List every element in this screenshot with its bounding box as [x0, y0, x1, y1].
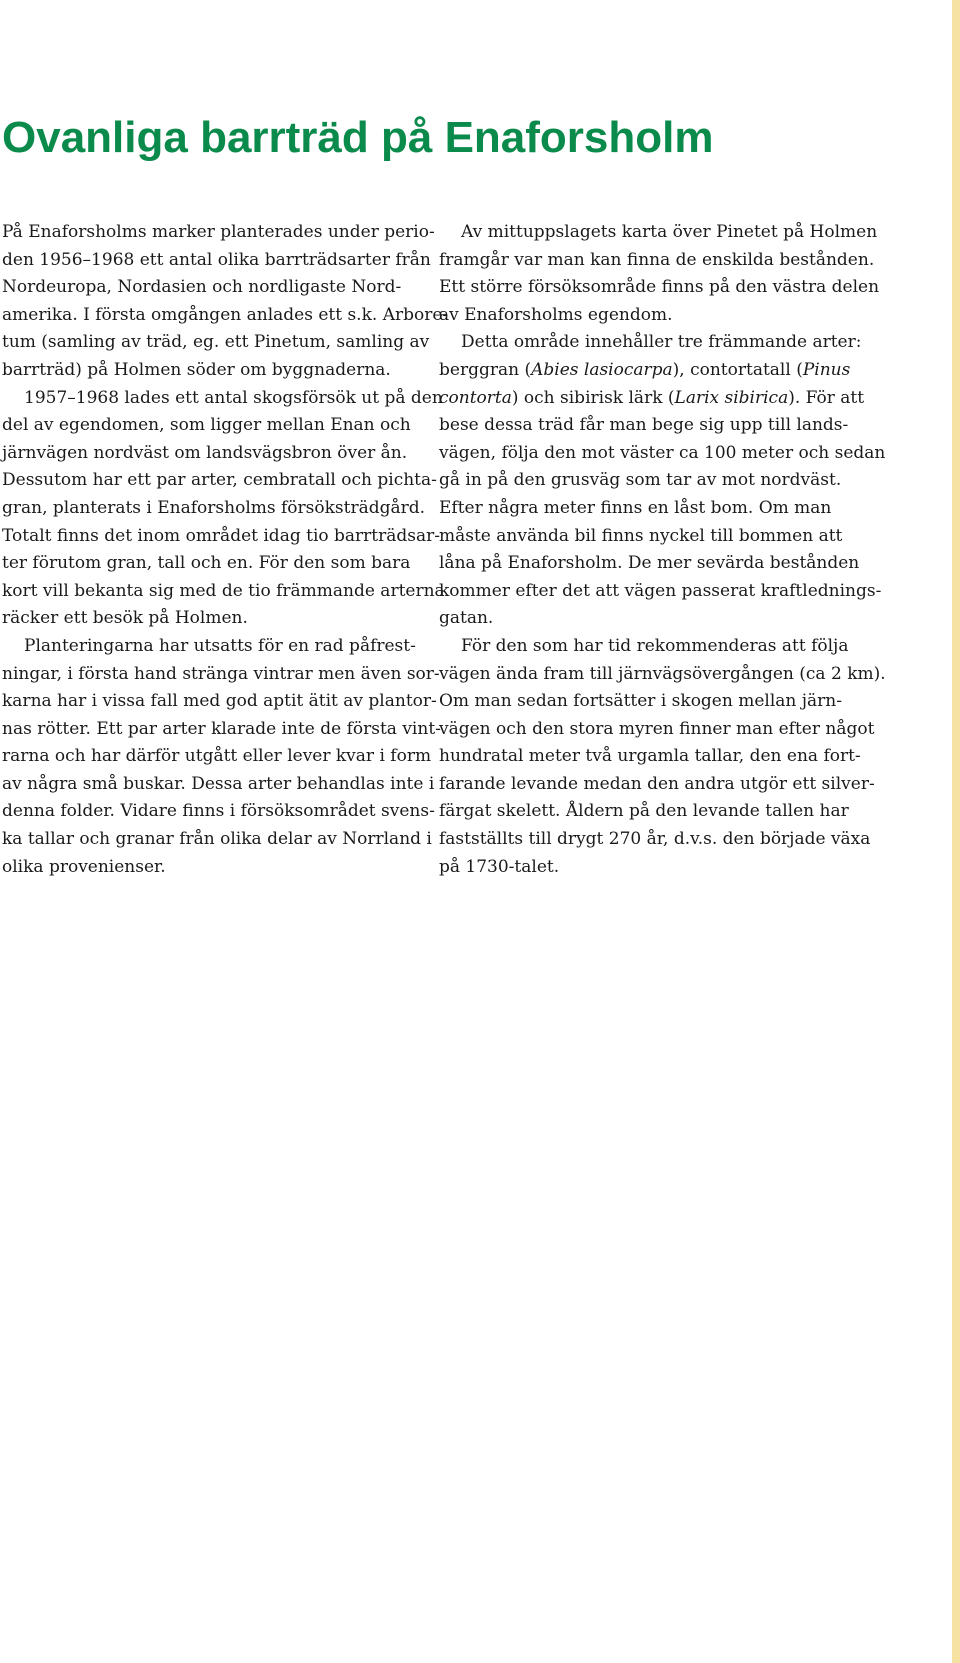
text-line: Om man sedan fortsätter i skogen mellan järn-	[439, 691, 842, 712]
text-line: På Enaforsholms marker planterades under perio-	[2, 222, 435, 242]
text-line: amerika. I första omgången anlades ett s.k. Arbore-	[2, 304, 449, 325]
text-line: karna har i vissa fall med god aptit ätit av plantor-	[2, 691, 437, 712]
text-line: färgat skelett. Åldern på den levande tallen har	[439, 801, 849, 822]
text-line: på 1730-talet.	[439, 856, 560, 877]
text-line: gå in på den grusväg som tar av mot nordväst.	[439, 470, 842, 491]
text-line: del av egendomen, som ligger mellan Enan och	[2, 415, 411, 436]
text-line: gatan.	[439, 608, 494, 629]
text-line: Nordeuropa, Nordasien och nordligaste Nord-	[2, 277, 402, 298]
right-text-column	[439, 219, 886, 881]
text-line: farande levande medan den andra utgör ett silver-	[439, 773, 875, 794]
page-title: Ovanliga barrträd på Enaforsholm	[2, 113, 714, 162]
text-line: denna folder. Vidare finns i försöksområdet svens-	[2, 801, 435, 822]
text-line: vägen ända fram till järnvägsövergången (ca 2 km).	[439, 663, 886, 684]
text-line: Dessutom har ett par arter, cembratall och pichta-	[2, 470, 437, 491]
text-line: av några små buskar. Dessa arter behandlas inte i	[2, 773, 435, 794]
text-line: barrträd) på Holmen söder om byggnaderna.	[2, 359, 391, 380]
text-line: För den som har tid rekommenderas att följa	[461, 635, 849, 656]
text-line: hundratal meter två urgamla tallar, den ena fort-	[439, 746, 861, 767]
text-line: ningar, i första hand stränga vintrar men även sor-	[2, 663, 440, 684]
side-color-stripe	[952, 0, 960, 1663]
text-line: måste använda bil finns nyckel till bommen att	[439, 525, 843, 546]
text-line: nas rötter. Ett par arter klarade inte de första vint-	[2, 718, 441, 739]
text-line: räcker ett besök på Holmen.	[2, 608, 248, 629]
text-line: gran, planterats i Enaforsholms försöksträdgård.	[2, 497, 426, 518]
text-line: kommer efter det att vägen passerat kraftlednings-	[439, 580, 882, 601]
text-line: fastställts till drygt 270 år, d.v.s. den började växa	[439, 829, 871, 850]
text-fragment: ). För att	[788, 387, 865, 408]
text-line: olika provenienser.	[2, 856, 166, 877]
left-text-column	[2, 219, 449, 881]
text-line: kort vill bekanta sig med de tio främmande arterna	[2, 580, 445, 601]
text-line	[439, 357, 859, 385]
text-line: vägen, följa den mot väster ca 100 meter och sedan	[439, 442, 886, 463]
text-line: Av mittuppslagets karta över Pinetet på Holmen	[461, 222, 878, 242]
text-line	[439, 385, 865, 413]
species-name: contorta	[439, 387, 512, 408]
text-line: av Enaforsholms egendom.	[439, 304, 673, 325]
text-line: Totalt finns det inom området idag tio barrträdsar-	[2, 525, 440, 546]
text-fragment: ) och sibirisk lärk (	[511, 387, 675, 408]
text-line: järnvägen nordväst om landsvägsbron över ån.	[2, 442, 408, 463]
text-fragment: berggran (	[439, 359, 532, 380]
text-line: den 1956–1968 ett antal olika barrträdsarter från	[2, 249, 431, 270]
text-line: tum (samling av träd, eg. ett Pinetum, samling av	[2, 332, 430, 353]
text-line: ka tallar och granar från olika delar av Norrland i	[2, 829, 432, 850]
text-line: bese dessa träd får man bege sig upp till lands-	[439, 415, 849, 436]
text-line: Planteringarna har utsatts för en rad påfrest-	[24, 635, 416, 656]
text-line: vägen och den stora myren finner man efter något	[439, 718, 875, 739]
species-name: Abies lasiocarpa	[531, 359, 673, 380]
text-line: Ett större försöksområde finns på den västra delen	[439, 277, 880, 298]
text-line: Efter några meter finns en låst bom. Om man	[439, 497, 832, 518]
text-line: rarna och har därför utgått eller lever kvar i form	[2, 746, 432, 767]
text-fragment: ), contortatall (	[672, 359, 803, 380]
text-line: Detta område innehåller tre främmande arter:	[461, 332, 862, 353]
text-line: låna på Enaforsholm. De mer sevärda bestånden	[439, 553, 860, 574]
text-line: framgår var man kan finna de enskilda bestånden.	[439, 249, 875, 270]
text-line: ter förutom gran, tall och en. För den som bara	[2, 553, 411, 574]
species-name: Pinus	[802, 359, 851, 380]
text-line: 1957–1968 lades ett antal skogsförsök ut på den	[24, 387, 443, 408]
species-name: Larix sibirica	[674, 387, 789, 408]
